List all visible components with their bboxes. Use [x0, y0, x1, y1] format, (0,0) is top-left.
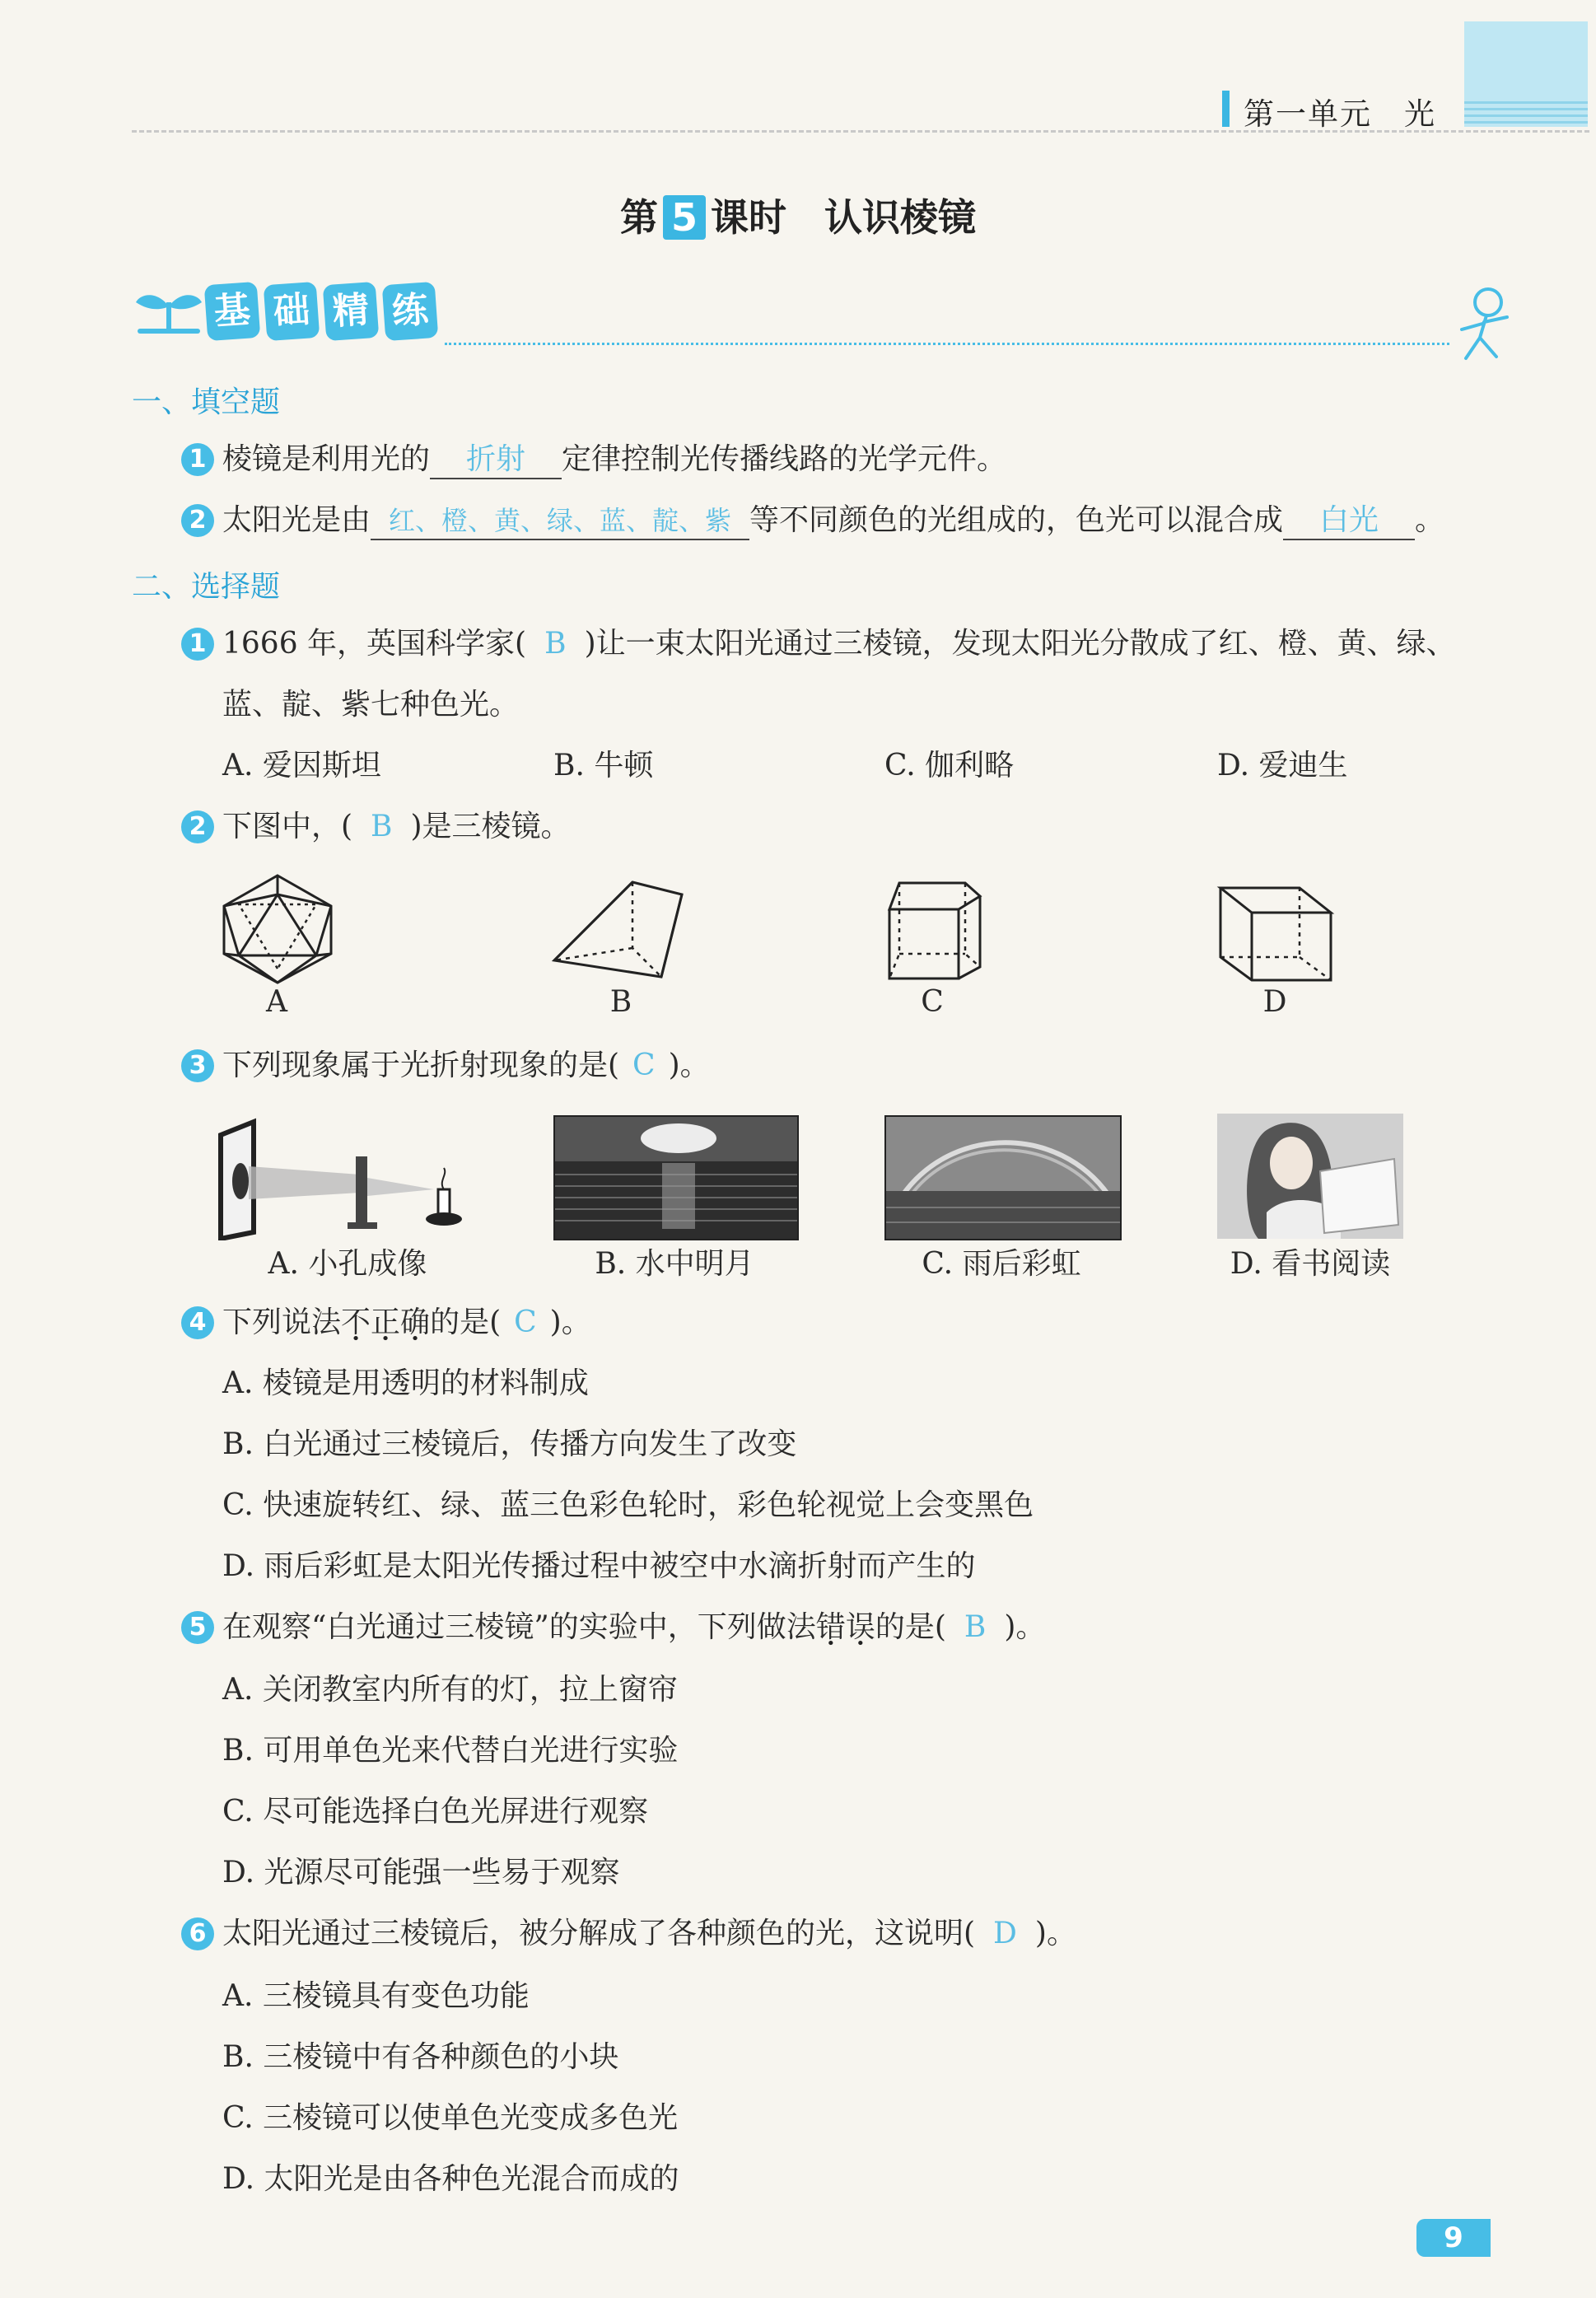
fill-q2-answer2: 白光	[1319, 503, 1379, 537]
header-decor-lines	[1464, 97, 1588, 127]
choice-q4-answer: C	[514, 1305, 537, 1339]
choice-q3-text-after: )。	[668, 1049, 710, 1082]
pentagonal-prism-figure	[883, 876, 985, 983]
choice-q6-option-b: B. 三棱镜中有各种颜色的小块	[222, 2040, 619, 2074]
fig-label-d: D	[1262, 985, 1287, 1019]
banner-divider	[445, 343, 1449, 345]
choice-q5-emph-1: 错	[815, 1610, 846, 1644]
banner-char-3: 精	[323, 282, 380, 341]
choice-q1-option-d: D. 爱迪生	[1217, 749, 1348, 782]
choice-q6-answer: D	[993, 1917, 1017, 1950]
choice-q5-text-before: 在观察“白光通过三棱镜”的实验中，下列做法	[222, 1610, 816, 1644]
fill-q1	[222, 441, 1006, 479]
banner-char-1: 基	[204, 282, 261, 341]
choice-q4-emph-1: 不	[341, 1305, 371, 1339]
choice-q2-badge: 2	[181, 810, 214, 843]
image-caption-b: B. 水中明月	[595, 1247, 754, 1281]
choice-q6-badge: 6	[181, 1917, 214, 1950]
choice-q5-answer: B	[964, 1610, 987, 1644]
choice-q5-text-mid: 的是(	[875, 1610, 946, 1644]
choice-q2-answer: B	[371, 810, 393, 843]
fig-label-b: B	[609, 985, 632, 1019]
choice-q6-option-a: A. 三棱镜具有变色功能	[222, 1979, 530, 2013]
lesson-suffix: 课时 认识棱镜	[711, 195, 976, 240]
section-choice-title: 二、选择题	[132, 570, 281, 604]
choice-q5-option-c: C. 尽可能选择白色光屏进行观察	[222, 1795, 649, 1829]
choice-q4-text-before: 下列说法	[222, 1305, 342, 1339]
fill-q2-badge: 2	[181, 504, 214, 537]
choice-q4-emph-2: 正	[371, 1305, 401, 1339]
choice-q4	[222, 1305, 591, 1341]
choice-q2	[222, 809, 571, 845]
choice-q5	[222, 1609, 1045, 1646]
choice-q5-badge: 5	[181, 1611, 214, 1644]
image-caption-d: D. 看书阅读	[1230, 1247, 1391, 1281]
choice-q6	[222, 1916, 1076, 1952]
banner-char-4: 练	[382, 282, 439, 341]
image-caption-a: A. 小孔成像	[268, 1247, 427, 1281]
lesson-title	[0, 188, 1596, 242]
choice-q1-option-a: A. 爱因斯坦	[222, 749, 381, 782]
choice-q5-option-d: D. 光源尽可能强一些易于观察	[222, 1856, 620, 1889]
choice-q3-answer: C	[632, 1049, 656, 1082]
choice-q1-text-before: 1666 年，英国科学家(	[222, 627, 527, 661]
fill-q1-text-before: 棱镜是利用光的	[222, 442, 431, 476]
icosahedron-figure	[216, 871, 339, 987]
fig-label-c: C	[921, 985, 944, 1019]
header-divider	[132, 130, 1589, 133]
page-number: 9	[1416, 2219, 1491, 2257]
sprout-icon	[132, 282, 206, 339]
choice-q4-text-mid: 的是(	[430, 1305, 502, 1339]
choice-q1-badge: 1	[181, 628, 214, 661]
fill-q1-answer: 折射	[466, 442, 526, 476]
section-fill-title: 一、填空题	[132, 385, 281, 419]
choice-q1-answer: B	[544, 627, 567, 661]
moon-on-water-image	[553, 1115, 799, 1240]
choice-q4-text-after: )。	[549, 1305, 591, 1339]
choice-q1-line2: 蓝、靛、紫七种色光。	[222, 688, 520, 722]
choice-q1-text-after: )让一束太阳光通过三棱镜，发现太阳光分散成了红、橙、黄、绿、	[584, 627, 1456, 661]
choice-q4-option-b: B. 白光通过三棱镜后，传播方向发生了改变	[222, 1427, 797, 1461]
runner-icon	[1445, 284, 1519, 367]
choice-q5-emph-2: 误	[845, 1610, 875, 1644]
choice-q2-text-before: 下图中，(	[222, 810, 353, 843]
choice-q3-text-before: 下列现象属于光折射现象的是(	[222, 1049, 620, 1082]
banner-char-2: 础	[264, 282, 320, 341]
pinhole-camera-image	[216, 1117, 479, 1240]
fill-q2	[222, 502, 1444, 540]
choice-q3-badge: 3	[181, 1049, 214, 1082]
choice-q1-option-c: C. 伽利略	[884, 749, 1015, 782]
choice-q5-option-b: B. 可用单色光来代替白光进行实验	[222, 1734, 679, 1768]
choice-q4-option-a: A. 棱镜是用透明的材料制成	[222, 1366, 589, 1400]
choice-q5-option-a: A. 关闭教室内所有的灯，拉上窗帘	[222, 1673, 678, 1707]
unit-title: 第一单元 光	[1244, 96, 1436, 132]
fig-label-a: A	[266, 985, 287, 1019]
fill-q2-answer: 红、橙、黄、绿、蓝、靛、紫	[389, 505, 732, 536]
choice-q4-emph-3: 确	[400, 1305, 431, 1339]
choice-q1	[222, 626, 1456, 662]
choice-q6-option-c: C. 三棱镜可以使单色光变成多色光	[222, 2101, 679, 2135]
choice-q1-option-b: B. 牛顿	[553, 749, 654, 782]
choice-q4-badge: 4	[181, 1306, 214, 1339]
reading-girl-image	[1217, 1114, 1403, 1239]
choice-q2-text-after: )是三棱镜。	[410, 810, 571, 843]
fill-q2-text-before: 太阳光是由	[222, 503, 371, 537]
choice-q4-option-d: D. 雨后彩虹是太阳光传播过程中被空中水滴折射而产生的	[222, 1549, 976, 1583]
choice-q6-option-d: D. 太阳光是由各种色光混合而成的	[222, 2162, 679, 2196]
rainbow-image	[884, 1115, 1122, 1240]
choice-q6-text-before: 太阳光通过三棱镜后，被分解成了各种颜色的光，这说明(	[222, 1917, 976, 1950]
fill-q2-text-after: 。	[1415, 503, 1445, 537]
choice-q4-option-c: C. 快速旋转红、绿、蓝三色彩色轮时，彩色轮视觉上会变黑色	[222, 1488, 1034, 1522]
fill-q1-badge: 1	[181, 443, 214, 476]
fill-q1-text-after: 定律控制光传播线路的光学元件。	[562, 442, 1007, 476]
image-caption-c: C. 雨后彩虹	[922, 1247, 1081, 1281]
choice-q6-text-after: )。	[1034, 1917, 1076, 1950]
header-marker	[1222, 91, 1230, 127]
choice-q3	[222, 1048, 710, 1084]
choice-q5-text-after: )。	[1004, 1610, 1046, 1644]
lesson-number: 5	[663, 195, 706, 240]
lesson-prefix: 第	[619, 195, 658, 240]
cube-figure	[1214, 881, 1337, 985]
fill-q2-text-middle: 等不同颜色的光组成的，色光可以混合成	[749, 503, 1284, 537]
prism-figure	[550, 878, 690, 985]
